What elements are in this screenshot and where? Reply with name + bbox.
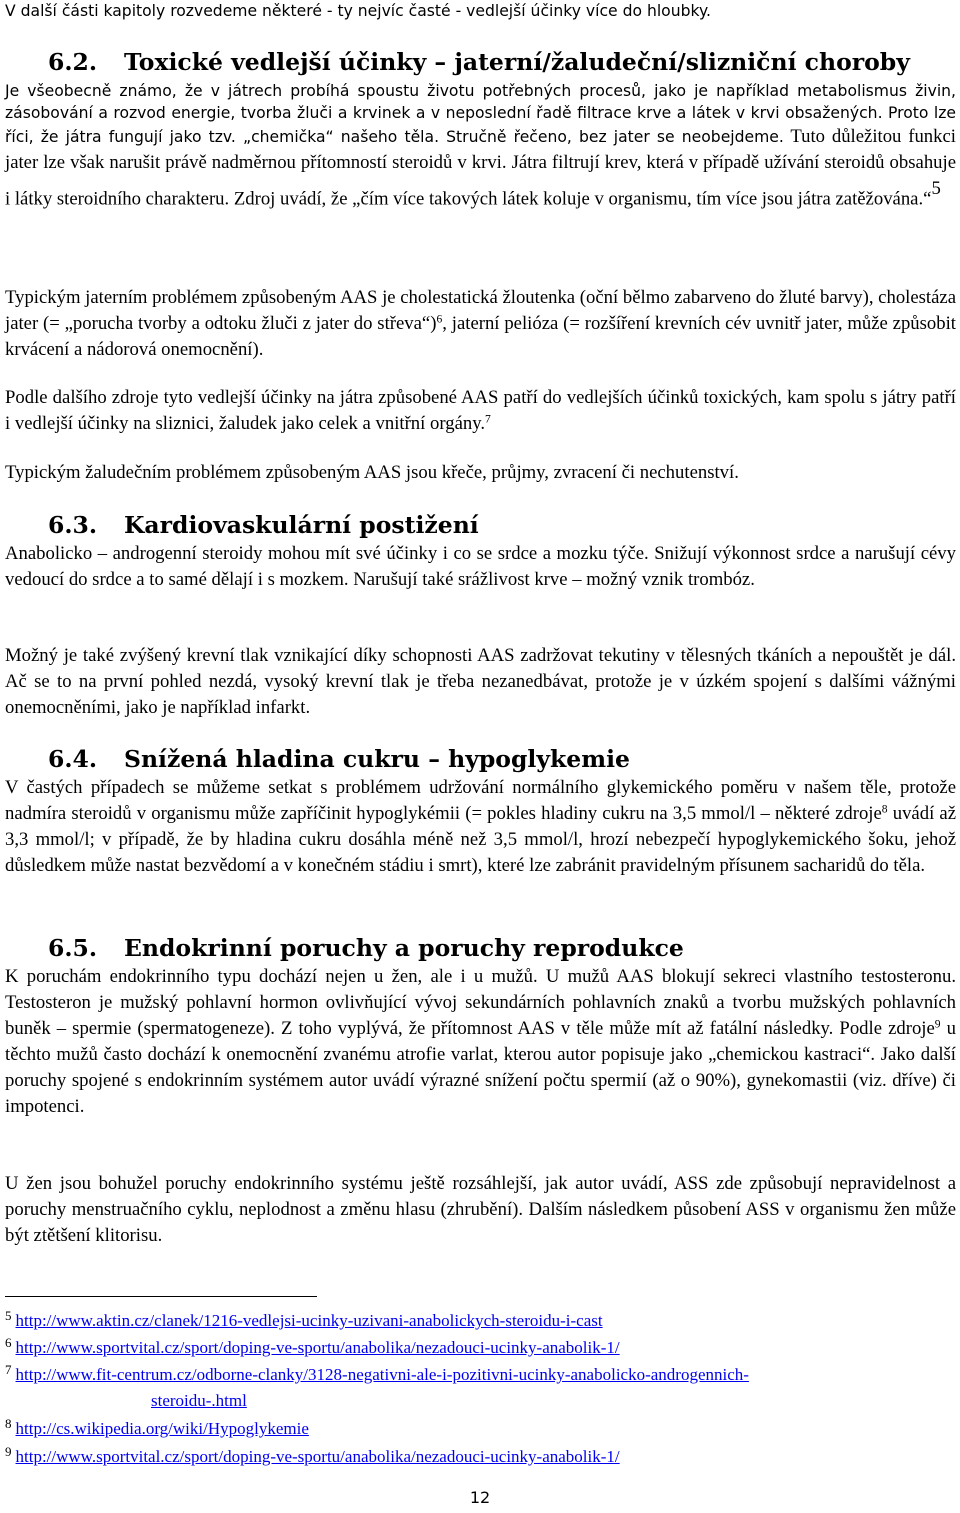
section-heading-6-2 [48,47,910,77]
footnote-separator [5,1296,317,1297]
section-title: Endokrinní poruchy a poruchy reprodukce [124,934,684,962]
footnote-ref: 8 [881,802,888,816]
footnote-8 [5,1411,935,1442]
footnote-ref: 9 [934,1017,941,1031]
section-title: Toxické vedlejší účinky – jaterní/žaludeční/slizniční choroby [124,48,910,76]
section-number: 6.3. [48,511,98,539]
paragraph-text: Podle dalšího zdroje tyto vedlejší účinky na játra způsobené AAS patří do vedlejších účinků toxických, kam spolu s játry patří i vedlejší účinky na sliznici, žaludek jako celek a vnitřní orgány. [5,387,956,434]
paragraph-text: u těchto mužů často dochází k onemocnění zvanému atrofie varlat, kterou autor popisuje jako „chemickou kastraci“. Jako další poruchy spojené s endokrinním systémem autor uvádí výrazné snížení počtu spermií (až o 90%), gynekomastii (viz. dříve) či impotenci. [5,1018,957,1117]
footnote-number: 8 [5,1416,12,1431]
section-heading-6-4 [48,744,630,774]
intro-paragraph: V další části kapitoly rozvedeme některé - ty nejvíc časté - vedlejší účinky více do hloubky. [5,2,711,20]
footnote-link-continued[interactable]: steroidu-.html [151,1390,247,1410]
section-title: Kardiovaskulární postižení [124,511,479,539]
paragraph-toxic-effects [5,385,956,437]
footnote-ref: 7 [485,412,491,426]
paragraph-text: V častých případech se můžeme setkat s problémem udržování normálního glykemického poměru v našem těle, protože nadmíra steroidů v organismu může zapříčinit hypoglykémii (= pokles hladiny cukru na 3,5 mmol/l – některé zdroje [5,777,956,824]
footnote-link[interactable]: http://www.sportvital.cz/sport/doping-ve-sportu/anabolika/nezadouci-ucinky-anabolik-1/ [15,1337,620,1357]
paragraph-hypoglycemia [5,775,956,879]
footnote-number: 9 [5,1444,12,1459]
paragraph-stomach-problems: Typickým žaludečním problémem způsobeným AAS jsou křeče, průjmy, zvracení či nechutenství. [5,462,739,483]
page-number: 12 [469,1488,491,1507]
footnote-number: 7 [5,1362,12,1377]
paragraph-liver-functions [5,81,956,212]
paragraph-endocrine-men [5,964,956,1120]
footnote-number: 6 [5,1335,12,1350]
footnote-number: 5 [5,1308,12,1323]
section-number: 6.4. [48,745,98,773]
paragraph-liver-problems [5,285,956,363]
paragraph-cardio-effects: Anabolicko – androgenní steroidy mohou mít své účinky i co se srdce a mozku týče. Snižují výkonnost srdce a narušují cévy vedoucí do srdce a to samé dělají i s mozkem. Narušují také srážlivost krve – možný vznik trombóz. [5,543,956,590]
section-number: 6.5. [48,934,98,962]
paragraph-text-serif: Tuto důležitou funkci jater lze však narušit právě nadměrnou přítomností steroidů v krvi. Játra filtrují krev, která v případě užívání steroidů obsahuje i látky steroidního charakteru. Zdroj uvádí, že „čím více takových látek koluje v organismu, tím více jsou játra zatěžována.“ [5,126,956,210]
footnote-link[interactable]: http://www.sportvital.cz/sport/doping-ve-sportu/anabolika/nezadouci-ucinky-anabolik-1/ [15,1446,620,1466]
paragraph-text: uvádí až 3,3 mmol/l; v případě, že by hladina cukru dosáhla méně než 3,5 mmol/l, hrozí nebezpečí hypoglykemického šoku, jehož důsledkem může nastat bezvědomí a v konečném stádiu i smrt), které lze zabránit pravidelným přísunem sacharidů do těla. [5,803,957,876]
section-number: 6.2. [48,48,98,76]
paragraph-blood-pressure: Možný je také zvýšený krevní tlak vznikající díky schopnosti AAS zadržovat tekutiny v tělesných tkáních a nepouštět je dál. Ač se to na první pohled nezdá, vysoký krevní tlak je třeba nezanedbávat, protože je v úzkém spojení s dalšími vážnými onemocněními, jako je například infarkt. [5,645,956,718]
section-heading-6-5 [48,933,684,963]
paragraph-text: K poruchám endokrinního typu dochází nejen u žen, ale i u mužů. U mužů AAS blokují sekreci vlastního testosteronu. Testosteron je mužský pohlavní hormon ovlivňující vývoj sekundárních pohlavních znaků a tvorbu mužských pohlavních buněk – spermie (spermatogeneze). Z toho vyplývá, že přítomnost AAS v těle může mít až fatální následky. Podle zdroje [5,966,956,1039]
paragraph-text: , jaterní pelióza (= rozšíření krevních cév uvnitř jater, může způsobit krvácení a nádorová onemocnění). [5,313,956,360]
footnote-7 [5,1357,935,1414]
footnote-link[interactable]: http://www.aktin.cz/clanek/1216-vedlejsi-ucinky-uzivani-anabolickych-steroidu-i-cast [15,1310,603,1330]
paragraph-endocrine-women: U žen jsou bohužel poruchy endokrinního systému ještě rozsáhlejší, jak autor uvádí, ASS zde způsobují nepravidelnost a poruchy menstruačního cyklu, neplodnost a změnu hlasu (zhrubění). Dalším následkem působení ASS v organismu žen může být ztětšení klitorisu. [5,1173,956,1246]
section-title: Snížená hladina cukru – hypoglykemie [124,745,630,773]
footnote-link[interactable]: http://www.fit-centrum.cz/odborne-clanky/3128-negativni-ale-i-pozitivni-ucinky-anabolicko-androgennich- [15,1364,749,1384]
footnote-link[interactable]: http://cs.wikipedia.org/wiki/Hypoglykemie [15,1418,309,1438]
paragraph-text-sans: Je všeobecně známo, že v játrech probíhá spoustu životu potřebných procesů, jako je například metabolismus živin, zásobování a rozvod energie, tvorba žluči a krvinek a v neposlední řadě filtrace krve a látek v krvi obsažených. Proto lze říci, že játra fungují jako tzv. „chemička“ našeho těla. Stručně řečeno, bez jater se neobejdeme. [5,82,956,146]
footnote-ref: 5 [931,178,941,199]
footnote-ref: 6 [436,312,443,326]
footnote-9 [5,1439,935,1470]
paragraph-text: Typickým jaterním problémem způsobeným AAS je cholestatická žloutenka (oční bělmo zabarveno do žluté barvy), cholestáza jater (= „porucha tvorby a odtoku žluči z jater do střeva“) [5,287,956,334]
section-heading-6-3 [48,510,479,540]
